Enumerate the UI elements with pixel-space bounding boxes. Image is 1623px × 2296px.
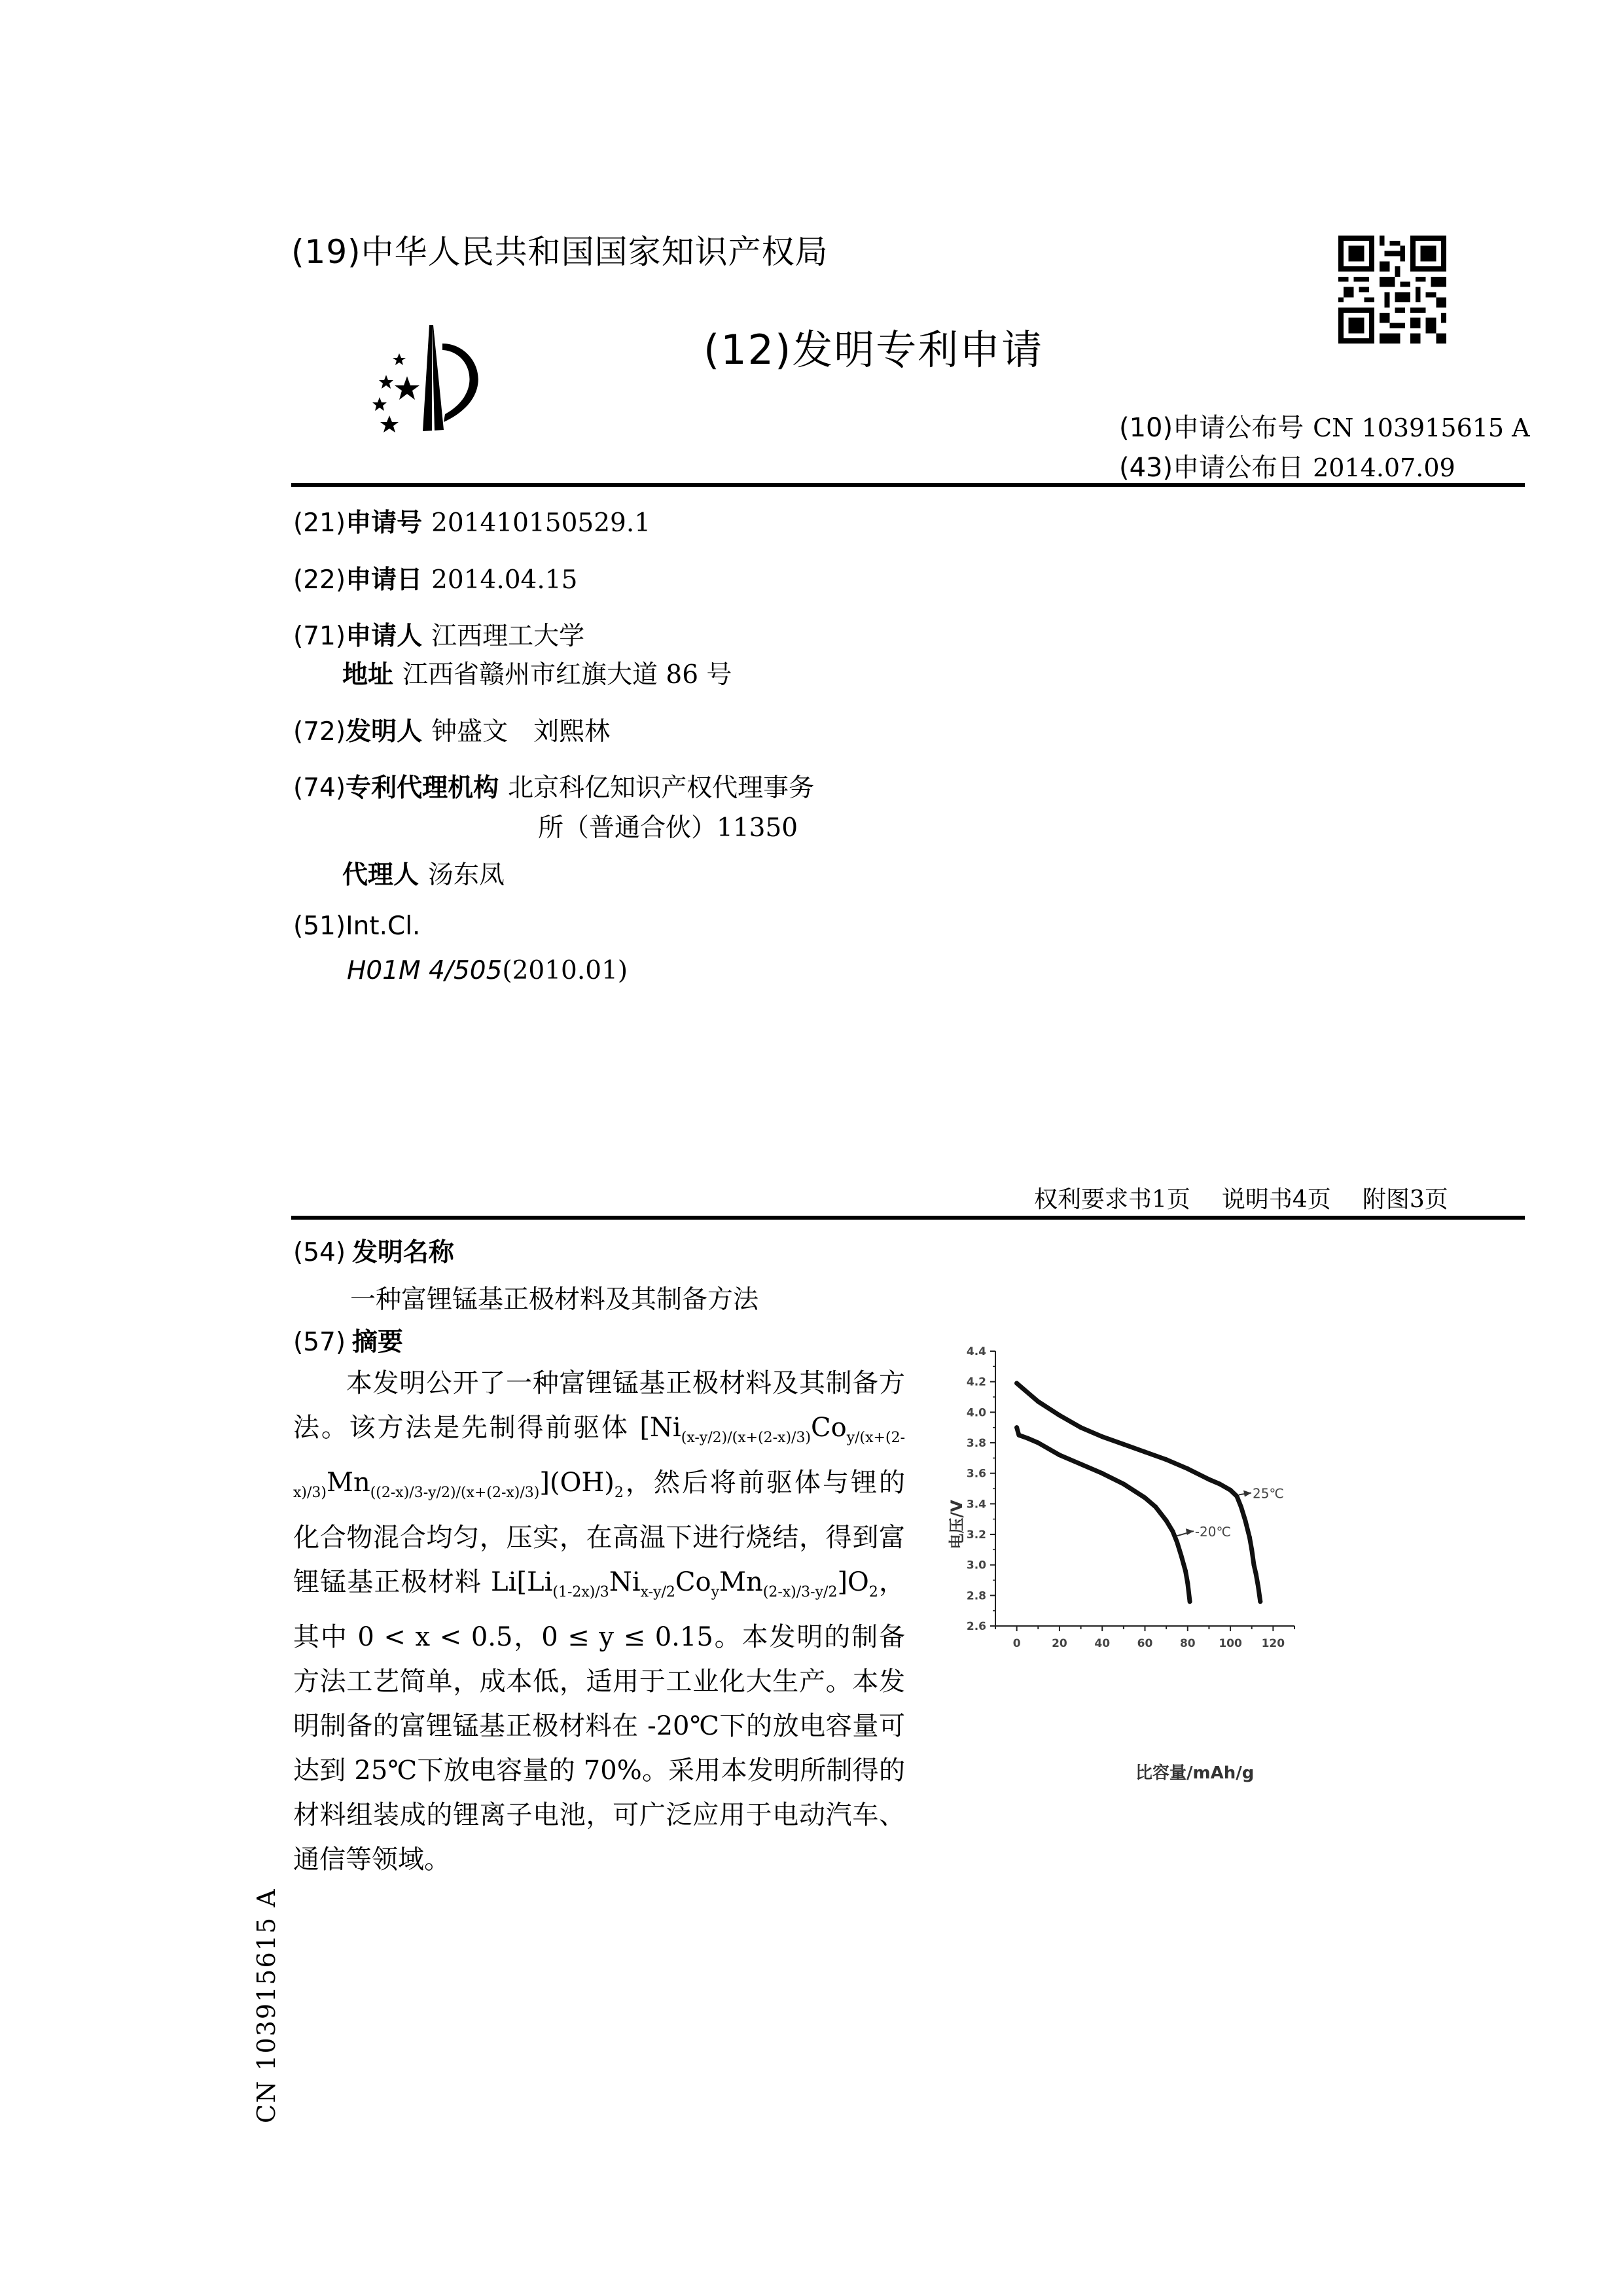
field-code: (22) bbox=[293, 565, 346, 595]
field-label: 地址 bbox=[342, 660, 394, 690]
field-label: 发明人 bbox=[346, 717, 423, 747]
data-point bbox=[1143, 1496, 1147, 1500]
abstract-subscript: x-y/2 bbox=[640, 1584, 675, 1600]
field-code: (71) bbox=[293, 622, 346, 651]
field-agency-line2 bbox=[538, 807, 798, 844]
data-point bbox=[1207, 1477, 1211, 1482]
data-point bbox=[1183, 1569, 1188, 1574]
y-axis-label: 电压/V bbox=[948, 1500, 966, 1549]
title-heading bbox=[293, 1232, 454, 1269]
x-tick-label: 80 bbox=[1179, 1637, 1196, 1650]
y-tick-label: 3.8 bbox=[966, 1437, 986, 1450]
chart-annotations bbox=[1177, 1486, 1283, 1540]
office-name: 中华人民共和国国家知识产权局 bbox=[361, 233, 829, 271]
field-agency bbox=[293, 768, 814, 804]
field-application-number bbox=[293, 503, 651, 539]
drawing-pages: 附图3页 bbox=[1362, 1186, 1448, 1213]
data-point bbox=[1254, 1572, 1258, 1576]
field-code: (57) bbox=[293, 1328, 346, 1357]
qr-code-icon bbox=[1338, 236, 1446, 344]
field-value: 钟盛文 刘熙林 bbox=[431, 717, 611, 747]
field-value: 江西理工大学 bbox=[431, 622, 585, 651]
chart-axes bbox=[967, 1345, 1294, 1650]
field-inventors bbox=[293, 711, 610, 748]
field-value: 北京科亿知识产权代理事务 bbox=[508, 773, 815, 803]
field-label: Int.Cl. bbox=[346, 911, 421, 941]
abstract-subscript: 2 bbox=[868, 1584, 878, 1600]
data-point bbox=[1143, 1450, 1147, 1455]
office-code: (19) bbox=[291, 233, 361, 271]
data-point bbox=[1234, 1494, 1239, 1498]
field-value: 201410150529.1 bbox=[431, 508, 651, 538]
publication-date bbox=[1119, 447, 1455, 484]
data-point bbox=[1121, 1442, 1126, 1447]
pub-date-value: 2014.07.09 bbox=[1313, 453, 1455, 482]
data-point bbox=[1251, 1563, 1256, 1567]
abstract-part: ](OH) bbox=[539, 1468, 615, 1498]
abstract-subscript: 2 bbox=[614, 1485, 624, 1501]
office-header bbox=[291, 226, 829, 273]
annotation-label: -20℃ bbox=[1194, 1524, 1231, 1540]
y-tick-label: 3.0 bbox=[966, 1559, 986, 1572]
y-tick-label: 3.4 bbox=[966, 1498, 986, 1511]
data-point bbox=[1239, 1505, 1243, 1510]
field-agent bbox=[342, 855, 505, 891]
invention-title bbox=[350, 1279, 758, 1316]
x-axis-label: 比容量/mAh/g bbox=[1135, 1763, 1255, 1783]
x-tick-label: 60 bbox=[1137, 1637, 1153, 1650]
x-tick-label: 120 bbox=[1261, 1637, 1285, 1650]
data-point bbox=[1079, 1425, 1083, 1430]
y-tick-label: 3.2 bbox=[966, 1528, 986, 1542]
field-code: (51) bbox=[293, 911, 346, 941]
data-point bbox=[1170, 1529, 1175, 1534]
data-point bbox=[1057, 1453, 1061, 1457]
abstract-subscript: ((2-x)/3-y/2)/(x+(2-x)/3) bbox=[370, 1485, 540, 1501]
field-label: 申请日 bbox=[346, 565, 423, 595]
field-address bbox=[342, 654, 732, 691]
data-point bbox=[1258, 1599, 1262, 1604]
annotation-label: 25℃ bbox=[1252, 1485, 1284, 1502]
invention-title-text: 一种富锂锰基正极材料及其制备方法 bbox=[350, 1285, 759, 1315]
data-point bbox=[1100, 1471, 1105, 1475]
data-point bbox=[1014, 1425, 1019, 1430]
field-applicant bbox=[293, 616, 584, 652]
arrow-head-icon bbox=[1186, 1528, 1194, 1535]
x-tick-label: 40 bbox=[1094, 1637, 1111, 1650]
y-tick-label: 4.2 bbox=[966, 1375, 986, 1389]
header-divider bbox=[291, 483, 1525, 487]
data-point bbox=[1164, 1519, 1169, 1523]
data-point bbox=[1249, 1547, 1254, 1552]
data-point bbox=[1079, 1462, 1083, 1466]
x-tick-label: 100 bbox=[1219, 1637, 1242, 1650]
abstract-subscript: y/(x+(2-x)/3) bbox=[293, 1430, 905, 1501]
field-int-cl bbox=[293, 911, 420, 941]
abstract-part: ，然后将前驱体与锂的化合物混合均匀，压实，在高温下进行烧结，得到富锂锰基正极材料 Li[Li bbox=[293, 1468, 905, 1597]
series-line-minus20c bbox=[1017, 1428, 1190, 1602]
page-counts bbox=[1034, 1181, 1480, 1214]
data-point bbox=[1036, 1400, 1041, 1404]
pub-number-value: CN 103915615 A bbox=[1313, 414, 1530, 442]
field-int-cl-class bbox=[347, 956, 628, 985]
data-point bbox=[1188, 1599, 1192, 1604]
abstract-part: 本发明公开了一种富锂锰基正极材料及其制备方法。该方法是先制得前驱体 [Ni bbox=[293, 1368, 905, 1443]
data-point bbox=[1185, 1466, 1190, 1471]
abstract-part: Co bbox=[811, 1413, 847, 1443]
abstract-subscript: y bbox=[711, 1584, 720, 1600]
data-point bbox=[1121, 1482, 1126, 1487]
abstract-part: Mn bbox=[326, 1468, 370, 1498]
field-label: 发明名称 bbox=[351, 1238, 454, 1267]
field-filing-date bbox=[293, 559, 577, 596]
data-point bbox=[1100, 1434, 1105, 1439]
class-version: (2010.01) bbox=[502, 956, 628, 985]
x-tick-label: 0 bbox=[1012, 1637, 1021, 1650]
abstract-part: ，其中 0 < x < 0.5，0 ≤ y ≤ 0.15。本发明的制备方法工艺简单，成本低，适用于工业化大生产。本发明制备的富锂锰基正极材料在 -20℃下的放电容量可达到 25℃下放电容量的 70%。采用本发明所制得的材料组装成的锂离子电池，可广泛应用于电动汽车、通信等领域。 bbox=[293, 1567, 906, 1875]
abstract-subscript: (1-2x)/3 bbox=[552, 1584, 609, 1600]
abstract-part: Ni bbox=[609, 1567, 641, 1597]
abstract-part: Co bbox=[675, 1567, 711, 1597]
data-point bbox=[1025, 1436, 1029, 1441]
abstract-part: ]O bbox=[837, 1567, 869, 1597]
data-point bbox=[1228, 1488, 1233, 1492]
chart-series bbox=[1014, 1381, 1262, 1604]
y-tick-label: 4.4 bbox=[966, 1345, 986, 1358]
data-point bbox=[1243, 1519, 1247, 1523]
doc-type-code: (12) bbox=[704, 326, 793, 374]
data-point bbox=[1153, 1505, 1158, 1510]
class-code: H01M 4/505 bbox=[347, 956, 503, 985]
claims-pages: 权利要求书1页 bbox=[1034, 1186, 1190, 1213]
y-tick-label: 2.6 bbox=[966, 1620, 986, 1633]
abstract-part: Mn bbox=[719, 1567, 763, 1597]
data-point bbox=[1175, 1540, 1179, 1544]
data-point bbox=[1016, 1433, 1021, 1438]
field-code: (72) bbox=[293, 717, 346, 747]
field-label: 摘要 bbox=[351, 1328, 403, 1357]
data-point bbox=[1185, 1581, 1190, 1585]
abstract-subscript: (x-y/2)/(x+(2-x)/3) bbox=[681, 1430, 812, 1446]
y-tick-label: 3.6 bbox=[966, 1467, 986, 1481]
data-point bbox=[1217, 1482, 1222, 1487]
publication-number bbox=[1119, 407, 1530, 444]
doc-type-label: 发明专利申请 bbox=[792, 326, 1044, 374]
data-point bbox=[1164, 1457, 1169, 1462]
abstract-text bbox=[293, 1361, 905, 1882]
pub-date-label: 申请公布日 bbox=[1173, 453, 1304, 483]
field-value: 江西省赣州市红旗大道 86 号 bbox=[402, 660, 732, 690]
abstract-heading bbox=[293, 1322, 403, 1358]
pub-number-code: (10) bbox=[1119, 413, 1173, 443]
section-divider bbox=[291, 1216, 1525, 1220]
field-code: (54) bbox=[293, 1238, 346, 1267]
field-label: 申请人 bbox=[346, 622, 423, 651]
field-value: 2014.04.15 bbox=[431, 565, 578, 595]
description-pages: 说明书4页 bbox=[1221, 1186, 1331, 1213]
field-label: 代理人 bbox=[342, 860, 419, 890]
arrow-head-icon bbox=[1243, 1491, 1251, 1497]
pub-date-code: (43) bbox=[1119, 453, 1173, 483]
field-label: 申请号 bbox=[346, 508, 423, 538]
data-point bbox=[1057, 1413, 1061, 1418]
field-label: 专利代理机构 bbox=[346, 773, 499, 803]
document-type bbox=[704, 317, 1043, 376]
y-tick-label: 2.8 bbox=[966, 1589, 986, 1603]
abstract-subscript: (2-x)/3-y/2 bbox=[762, 1584, 838, 1600]
field-code: (21) bbox=[293, 508, 346, 538]
field-code: (74) bbox=[293, 773, 346, 803]
field-value: 汤东凤 bbox=[428, 860, 505, 890]
cnipa-emblem-icon bbox=[366, 324, 517, 442]
field-value: 所（普通合伙）11350 bbox=[538, 813, 798, 843]
y-tick-label: 4.0 bbox=[966, 1406, 986, 1420]
side-publication-number: CN 103915615 A bbox=[252, 1888, 281, 2123]
x-tick-label: 20 bbox=[1052, 1637, 1067, 1650]
data-point bbox=[1256, 1584, 1260, 1589]
discharge-curve-chart bbox=[942, 1335, 1531, 1793]
data-point bbox=[1014, 1381, 1019, 1386]
data-point bbox=[1036, 1441, 1041, 1445]
data-point bbox=[1247, 1535, 1252, 1540]
data-point bbox=[1179, 1553, 1183, 1558]
pub-number-label: 申请公布号 bbox=[1173, 413, 1304, 443]
